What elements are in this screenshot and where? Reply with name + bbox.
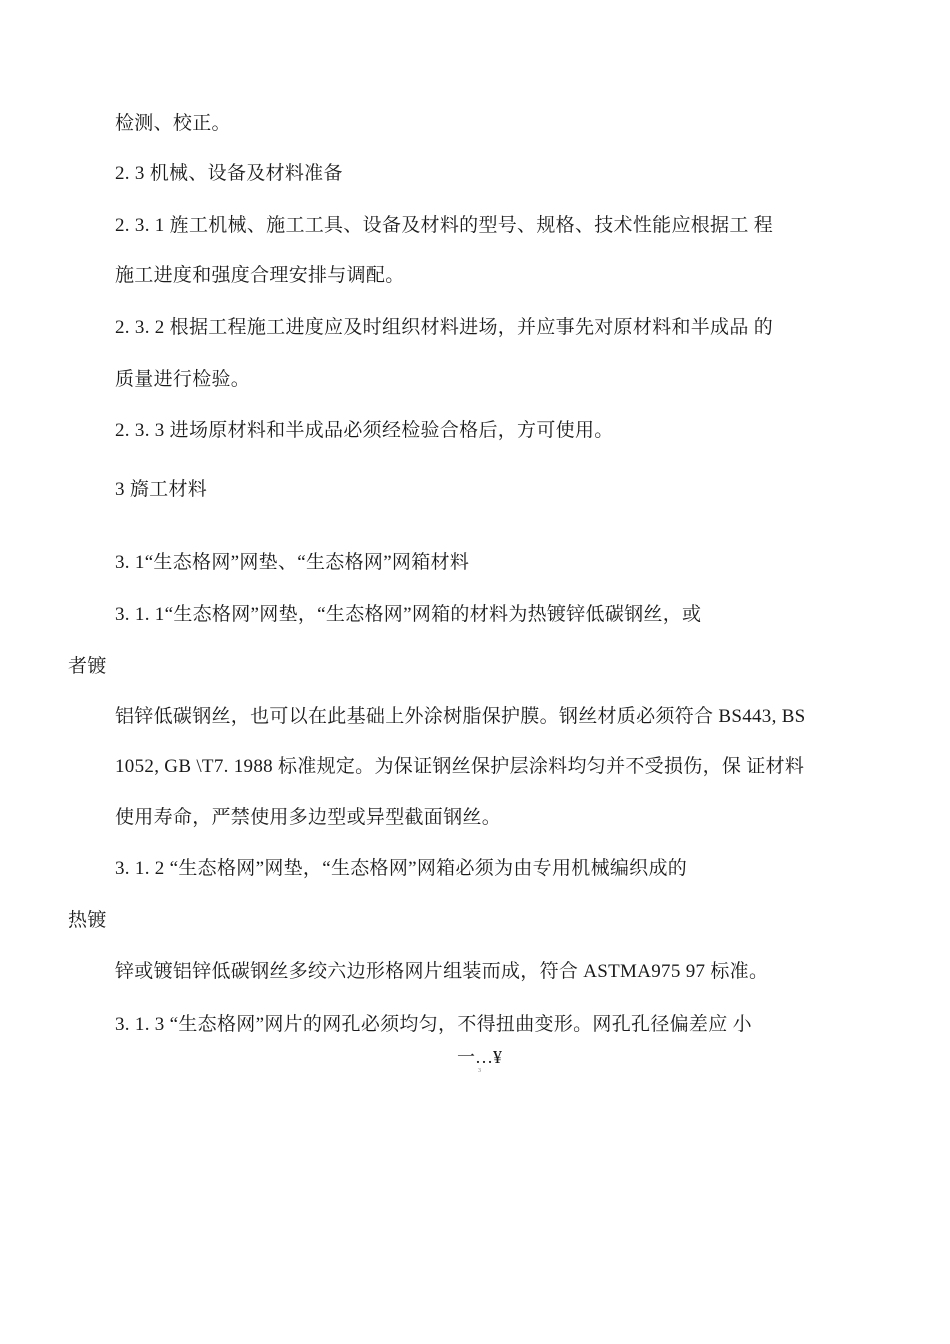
section-heading: 3 旖工材料	[115, 479, 208, 500]
text-line: 3. 1. 2 “生态格网”网垫，“生态格网”网箱必须为由专用机械编织成的	[115, 858, 688, 879]
section-heading: 2. 3 机械、设备及材料准备	[115, 163, 343, 184]
text-line: 锌或镀铝锌低碳钢丝多绞六边形格网片组装而成，符合 ASTMA975 97 标准。	[115, 961, 769, 982]
section-heading: 3. 1“生态格网”网垫、“生态格网”网箱材料	[115, 552, 470, 573]
page-number: 3	[478, 1068, 481, 1074]
text-line: 热镀	[68, 910, 107, 931]
text-line: 1052, GB \T7. 1988 标准规定。为保证钢丝保护层涂料均匀并不受损伤，保 证材料	[115, 756, 805, 777]
text-line: 质量进行检验。	[115, 369, 251, 390]
text-line: 使用寿命，严禁使用多边型或异型截面钢丝。	[115, 807, 502, 828]
text-line: 3. 1. 3 “生态格网”网片的网孔必须均匀，不得扭曲变形。网孔孔径偏差应 小	[115, 1014, 752, 1035]
text-line: 者镀	[68, 656, 107, 677]
text-line: 施工进度和强度合理安排与调配。	[115, 265, 405, 286]
text-line: 3. 1. 1“生态格网”网垫，“生态格网”网箱的材料为热镀锌低碳钢丝，或	[115, 604, 702, 625]
footer-mark: 一…¥	[457, 1047, 502, 1067]
text-line: 2. 3. 2 根据工程施工进度应及时组织材料进场，并应事先对原材料和半成品 的	[115, 317, 774, 338]
text-line: 2. 3. 3 进场原材料和半成品必须经检验合格后，方可使用。	[115, 420, 614, 441]
text-line: 检测、校正。	[115, 113, 231, 134]
text-line: 2. 3. 1 旌工机械、施工工具、设备及材料的型号、规格、技术性能应根据工 程	[115, 215, 774, 236]
text-line: 铝锌低碳钢丝，也可以在此基础上外涂树脂保护膜。钢丝材质必须符合 BS443, BS	[115, 706, 806, 727]
